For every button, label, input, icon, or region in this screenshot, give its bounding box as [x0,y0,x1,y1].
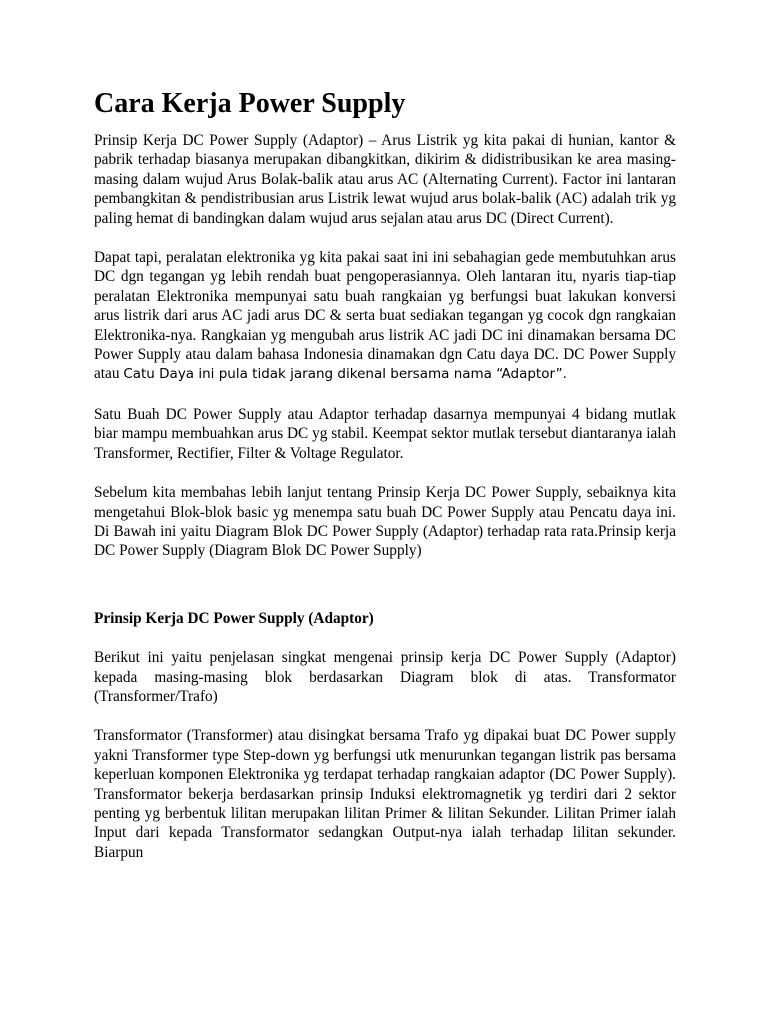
paragraph-block-diagram [94,483,676,561]
paragraph-transformer [94,726,676,862]
document-title: Cara Kerja Power Supply [94,88,406,119]
paragraph-dc-need-text: Dapat tapi, peralatan elektronika yg kita pakai saat ini ini sebahagian gede membutuhkan arus DC dgn tegangan yg lebih rendah buat pengoperasiannya. Oleh lantaran itu, nyaris tiap-tiap peralatan Elektronika mempunyai satu buah rangkaian yg berfungsi buat lakukan konversi arus listrik dari arus AC jadi arus DC & serta buat sediakan tegangan yg cocok dgn rangkaian Elektronika-nya. Rangkaian yg mengubah arus listrik AC jadi DC ini dinamakan bersama DC Power Supply atau dalam bahasa Indonesia dinamakan dgn Catu daya DC. DC Power Supply atau [94,249,676,383]
paragraph-explanation [94,648,676,706]
document-page [94,86,676,882]
paragraph-intro [94,131,676,228]
section-subheading: Prinsip Kerja DC Power Supply (Adaptor) [94,609,374,627]
paragraph-intro-text: Prinsip Kerja DC Power Supply (Adaptor) – Arus Listrik yg kita pakai di hunian, kantor & pabrik terhadap biasanya merupakan dibangkitkan, dikirim & didistribusikan ke area masing-masing dalam wujud Arus Bolak-balik atau arus AC (Alternating Current). Factor ini lantaran pembangkitan & pendistribusian arus Listrik lewat wujud arus bolak-balik (AC) adalah trik yg paling hemat di bandingkan dalam wujud arus sejalan atau arus DC (Direct Current). [94,132,676,227]
paragraph-four-parts [94,405,676,463]
paragraph-dc-need [94,248,676,385]
paragraph-explanation-text: Berikut ini yaitu penjelasan singkat mengenai prinsip kerja DC Power Supply (Adaptor) kepada masing-masing blok berdasarkan Diagram blok di atas. Transformator (Transformer/Trafo) [94,649,676,705]
paragraph-four-parts-text: Satu Buah DC Power Supply atau Adaptor terhadap dasarnya mempunyai 4 bidang mutlak biar mampu membuahkan arus DC yg stabil. Keempat sektor mutlak tersebut diantaranya ialah Transformer, Rectifier, Filter & Voltage Regulator. [94,405,676,462]
paragraph-block-diagram-text: Sebelum kita membahas lebih lanjut tentang Prinsip Kerja DC Power Supply, sebaiknya kita mengetahui Blok-blok basic yg menempa satu buah DC Power Supply atau Pencatu daya ini. Di Bawah ini yaitu Diagram Blok DC Power Supply (Adaptor) terhadap rata rata.Prinsip kerja DC Power Supply (Diagram Blok DC Power Supply) [94,484,676,560]
paragraph-transformer-text: Transformator (Transformer) atau disingkat bersama Trafo yg dipakai buat DC Power supply yakni Transformer type Step-down yg berfungsi utk menurunkan tegangan listrik pas bersama keperluan komponen Elektronika yg terdapat terhadap rangkaian adaptor (DC Power Supply). Transformator bekerja berdasarkan prinsip Induksi elektromagnetik yg terdiri dari 2 sektor penting yg berbentuk lilitan merupakan lilitan Primer & lilitan Sekunder. Lilitan Primer ialah Input dari kepada Transformator sedangkan Output-nya ialah terhadap lilitan sekunder. Biarpun [94,727,676,861]
paragraph-dc-need-tail: Catu Daya ini pula tidak jarang dikenal bersama nama “Adaptor”. [123,366,567,383]
